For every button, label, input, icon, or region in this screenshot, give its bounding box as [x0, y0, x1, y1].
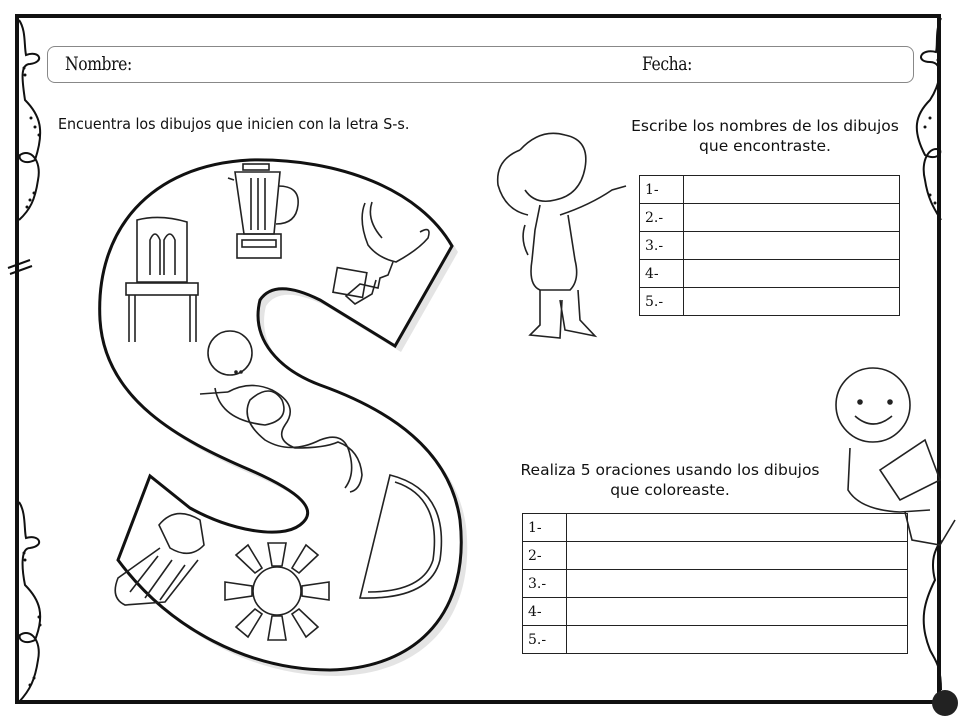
row-number: 2.- — [640, 204, 684, 232]
names-table — [639, 175, 900, 316]
sentence-line[interactable] — [567, 514, 908, 542]
row-number: 3.- — [523, 570, 567, 598]
sentence-line[interactable] — [567, 598, 908, 626]
answer-line[interactable] — [684, 288, 900, 316]
girl-pointing-illustration — [498, 133, 626, 338]
name-label: Nombre: — [65, 53, 132, 75]
row-number: 2- — [523, 542, 567, 570]
names-row — [640, 176, 900, 204]
write-names-instruction: Escribe los nombres de los dibujos que encontraste. — [631, 117, 899, 155]
name-date-bar — [47, 46, 914, 83]
sentence-row — [523, 570, 908, 598]
sentence-row — [523, 514, 908, 542]
tick-left — [8, 260, 32, 274]
sentence-line[interactable] — [567, 626, 908, 654]
find-pictures-instruction: Encuentra los dibujos que inicien con la letra S-s. — [58, 115, 410, 133]
answer-line[interactable] — [684, 260, 900, 288]
publisher-logo — [932, 690, 958, 716]
answer-line[interactable] — [684, 176, 900, 204]
names-row — [640, 260, 900, 288]
write-sentences-instruction: Realiza 5 oraciones usando los dibujos que coloreaste. — [520, 461, 820, 499]
letter-s-shape — [100, 160, 468, 676]
sentences-table — [522, 513, 908, 654]
answer-line[interactable] — [684, 204, 900, 232]
row-number: 4- — [523, 598, 567, 626]
sentence-line[interactable] — [567, 542, 908, 570]
date-label: Fecha: — [642, 53, 693, 75]
vine-left-top — [19, 20, 40, 220]
names-row — [640, 204, 900, 232]
row-number: 1- — [523, 514, 567, 542]
names-row — [640, 232, 900, 260]
row-number: 3.- — [640, 232, 684, 260]
answer-line[interactable] — [684, 232, 900, 260]
row-number: 1- — [640, 176, 684, 204]
sentence-line[interactable] — [567, 570, 908, 598]
row-number: 5.- — [523, 626, 567, 654]
row-number: 4- — [640, 260, 684, 288]
row-number: 5.- — [640, 288, 684, 316]
names-row — [640, 288, 900, 316]
sentence-row — [523, 542, 908, 570]
sentence-row — [523, 598, 908, 626]
sentence-row — [523, 626, 908, 654]
